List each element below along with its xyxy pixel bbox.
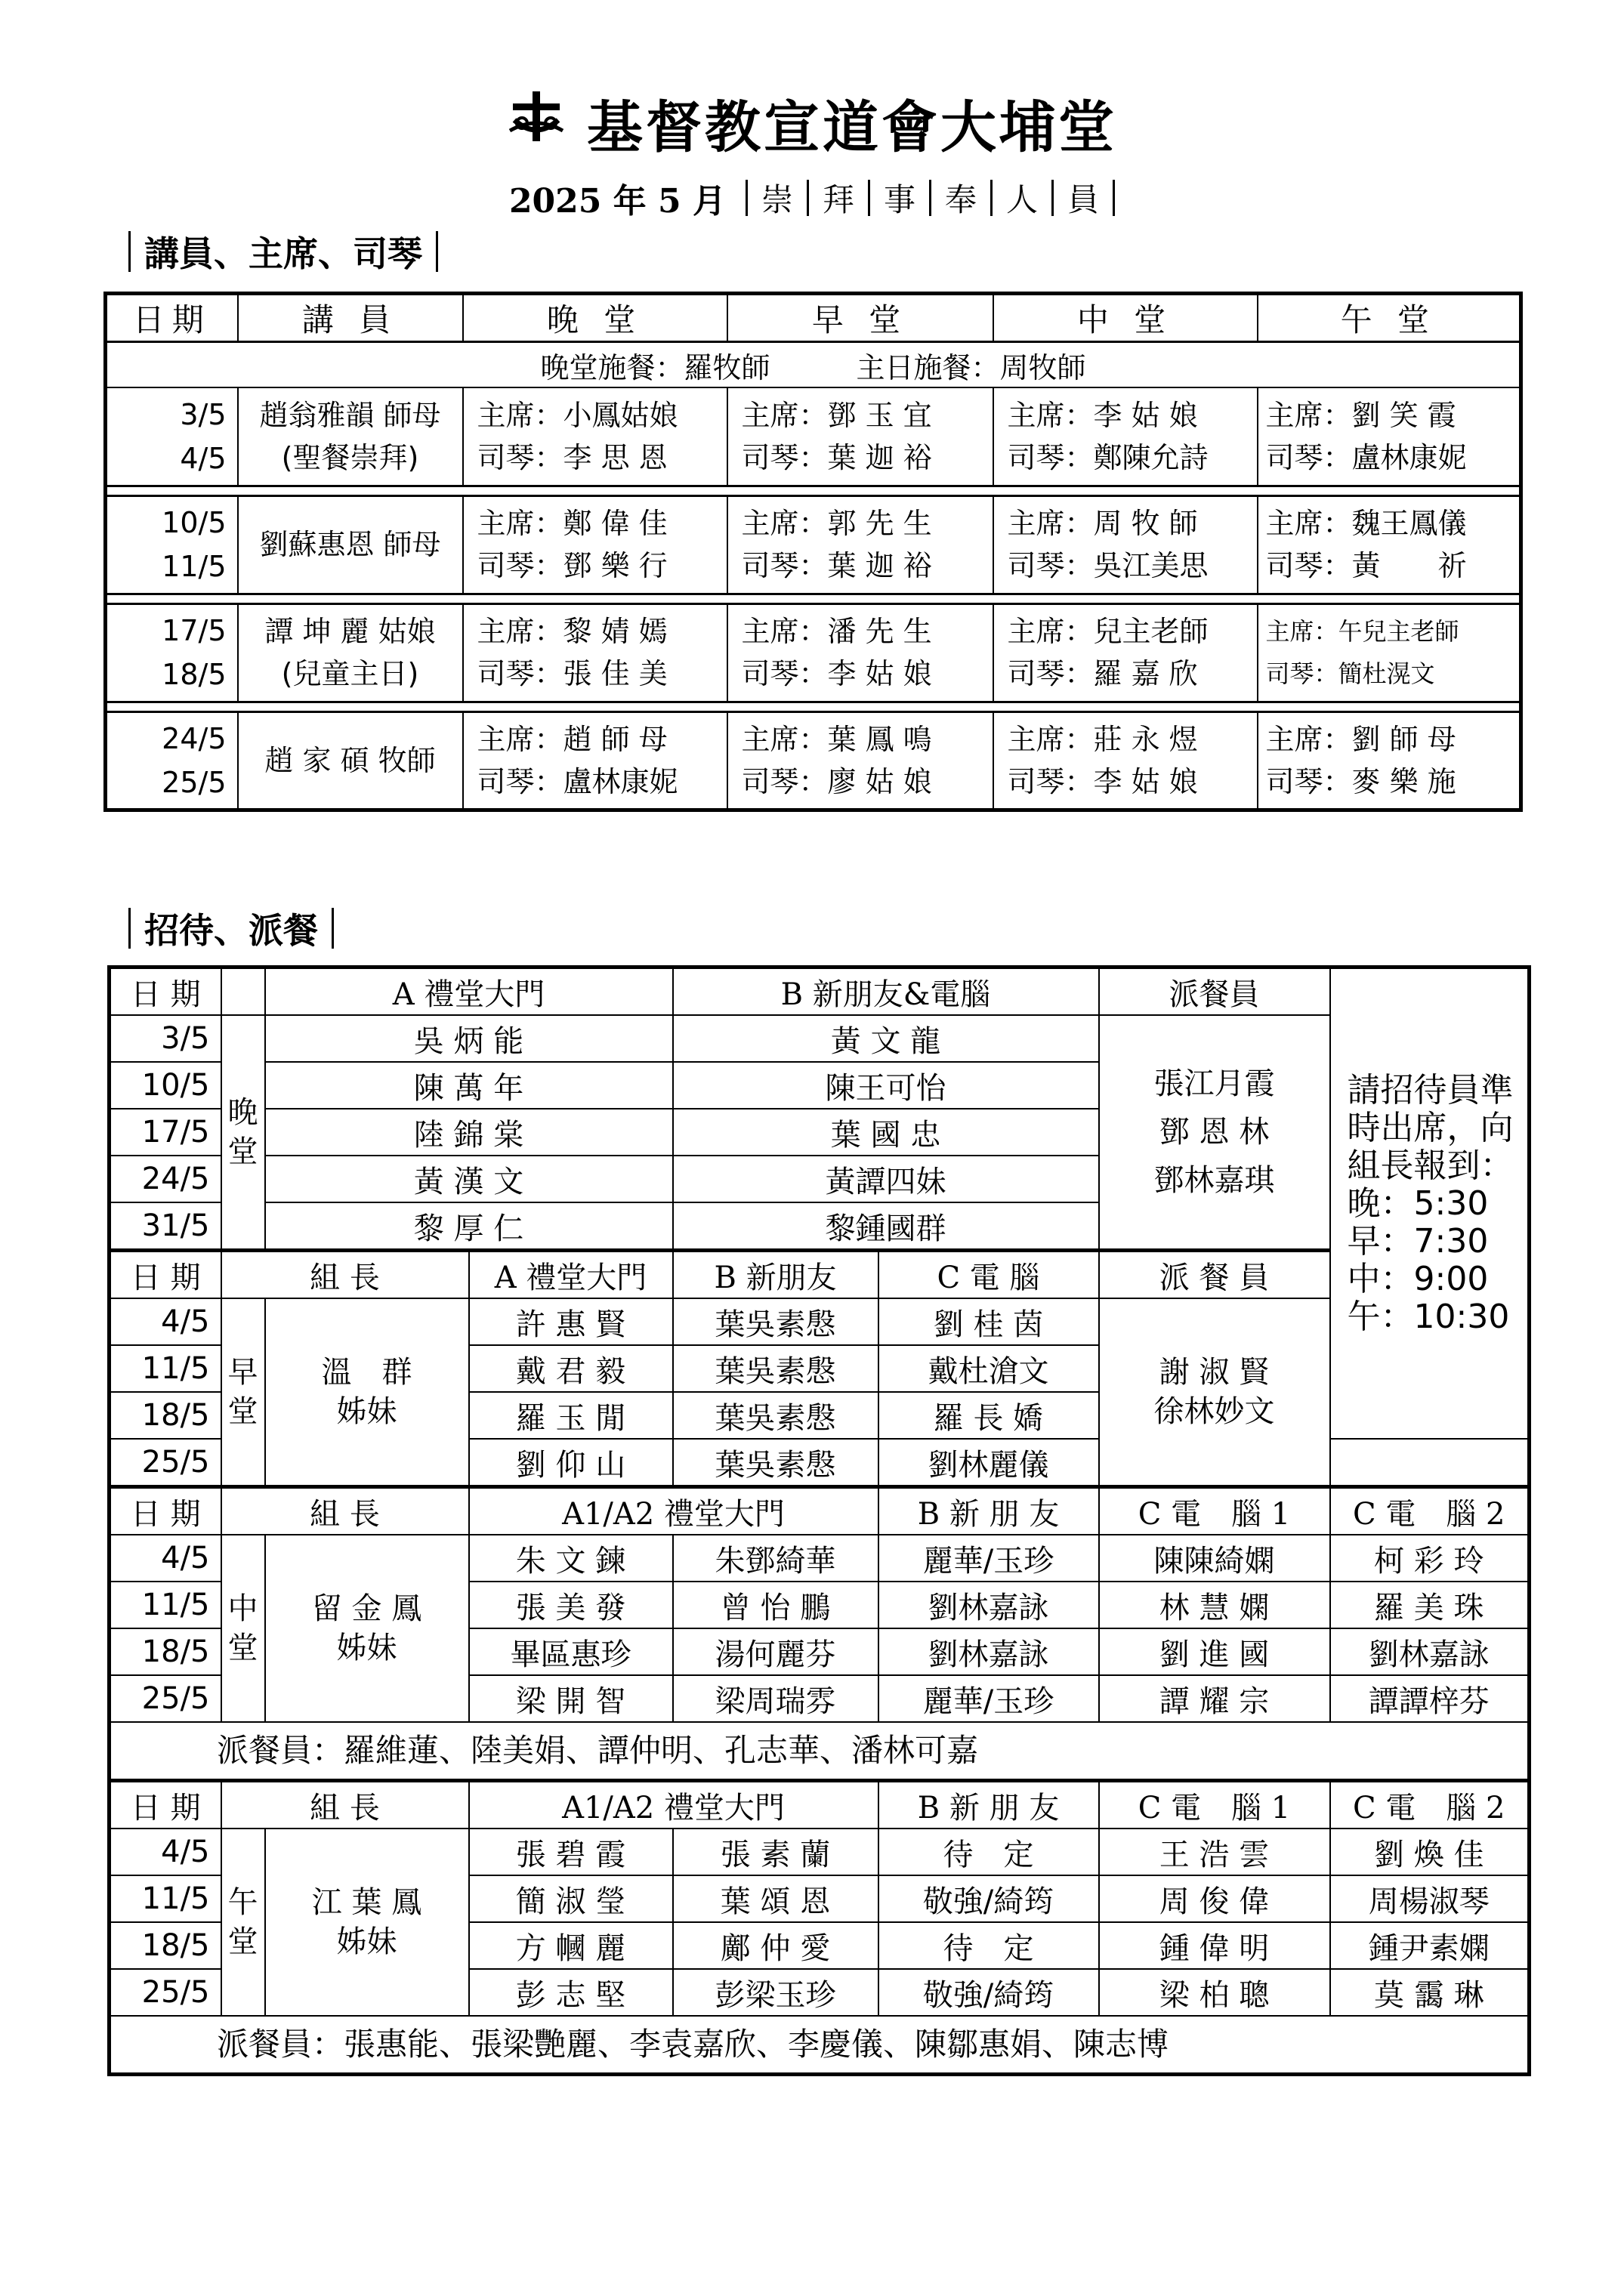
middle-cell: [993, 711, 1258, 810]
speaker-name: 趙翁雅韻 師母: [259, 398, 441, 432]
usher-b: 葉 國 忠: [673, 1109, 1099, 1156]
usher-c: 劉 桂 茵: [878, 1298, 1099, 1345]
date: 4/5: [110, 1535, 221, 1582]
date: 10/5: [162, 506, 227, 539]
service-char: 晚: [227, 1095, 258, 1130]
col-header: 日 期: [110, 968, 221, 1016]
date-cell: [106, 603, 238, 702]
pianist: 司琴：簡杜滉文: [1265, 659, 1435, 688]
service-char: 中: [227, 1591, 258, 1626]
gap-cell: [106, 594, 1521, 603]
col-header: A 禮堂大門: [469, 1251, 673, 1299]
table-row: [110, 1298, 1530, 1345]
usher-a2: 湯何麗芬: [673, 1628, 878, 1675]
separator: [868, 180, 870, 216]
church-logo-icon: [507, 90, 566, 156]
evening-cell: [463, 711, 727, 810]
row-gap: [106, 594, 1521, 603]
col-header: 組 長: [221, 1781, 469, 1829]
church-name: 基督教宣道會大埔堂: [587, 95, 1117, 160]
leader-title: 姊妹: [336, 1394, 397, 1429]
noon-cell: [1258, 495, 1521, 594]
subtitle: [0, 174, 1624, 222]
speaker-name: 劉蘇惠恩 師母: [259, 528, 441, 561]
col-header: C 電 腦 2: [1330, 1781, 1530, 1829]
leader-name: 留 金 鳳: [311, 1591, 422, 1626]
col-header: B 新朋友: [673, 1251, 878, 1299]
usher-a1: 畢區惠珍: [469, 1628, 673, 1675]
evening-cell: [463, 495, 727, 594]
chair: 主席：周 牧 師: [1007, 507, 1198, 540]
usher-c2: 劉 煥 佳: [1330, 1829, 1530, 1875]
group-leader: [265, 1535, 469, 1722]
usher-a1: 梁 開 智: [469, 1675, 673, 1722]
usher-a: 吳 炳 能: [265, 1015, 673, 1062]
col-header: 日期: [106, 294, 238, 342]
speaker-name: 譚 坤 麗 姑娘: [264, 615, 436, 648]
col-header: B 新 朋 友: [878, 1781, 1099, 1829]
subtitle-char: 事: [884, 181, 916, 218]
service-char: 堂: [227, 1134, 258, 1169]
usher-a: 黃 漢 文: [265, 1156, 673, 1202]
table-row: [106, 387, 1521, 486]
col-header: 日 期: [110, 1781, 221, 1829]
usher-a1: 簡 淑 瑩: [469, 1875, 673, 1922]
usher-c1: 陳陳綺嫻: [1099, 1535, 1330, 1582]
separator: [128, 908, 131, 949]
col-header: 早 堂: [727, 294, 993, 342]
gap-cell: [106, 702, 1521, 711]
chair: 主席：午兒主老師: [1265, 617, 1459, 646]
pianist: 司琴：葉 迦 裕: [741, 440, 932, 474]
date: 3/5: [180, 397, 227, 431]
evening-cell: [463, 387, 727, 486]
service-char: 堂: [227, 1394, 258, 1429]
meal-staff: 謝 淑 賢: [1159, 1355, 1270, 1390]
col-header: C 電 腦 2: [1330, 1487, 1530, 1535]
usher-a2: 張 素 蘭: [673, 1829, 878, 1875]
noon-header-row: [110, 1781, 1530, 1829]
noon-meal-row: [110, 2016, 1530, 2075]
col-header: C 電 腦 1: [1099, 1781, 1330, 1829]
table-header-row: [106, 294, 1521, 342]
usher-a1: 方 幗 麗: [469, 1922, 673, 1969]
usher-a2: 彭梁玉珍: [673, 1969, 878, 2016]
early-cell: [727, 603, 993, 702]
separator: [746, 180, 748, 216]
subtitle-char: 奉: [945, 181, 977, 218]
reminder-text: 請招待員準: [1347, 1070, 1514, 1109]
usher-b: 黎鍾國群: [673, 1202, 1099, 1251]
chair: 主席：小鳳姑娘: [477, 398, 678, 432]
chair: 主席：鄭 偉 佳: [477, 507, 668, 540]
date: 4/5: [110, 1298, 221, 1345]
meal-staff: 徐林妙文: [1153, 1394, 1275, 1429]
ushers-table: [107, 965, 1531, 2076]
pianist: 司琴：葉 迦 裕: [741, 549, 932, 582]
leader-name: 溫 群: [321, 1355, 412, 1390]
usher-c2: 羅 美 珠: [1330, 1582, 1530, 1628]
usher-a1: 張 碧 霞: [469, 1829, 673, 1875]
date: 11/5: [162, 550, 227, 583]
meal-staff-cell: [1099, 1015, 1330, 1251]
speaker-cell: [238, 711, 463, 810]
date: 17/5: [110, 1109, 221, 1156]
usher-a: 戴 君 毅: [469, 1345, 673, 1392]
table-row: [110, 1535, 1530, 1582]
usher-b: 敬強/綺筠: [878, 1969, 1099, 2016]
reminder-time: 晚：5:30: [1347, 1184, 1489, 1223]
usher-a2: 曾 怡 鵬: [673, 1582, 878, 1628]
meal-note-row: [106, 342, 1521, 388]
early-header-row: [110, 1251, 1530, 1299]
usher-c: 羅 長 嬌: [878, 1392, 1099, 1439]
pianist: 司琴：羅 嘉 欣: [1007, 657, 1198, 690]
middle-header-row: [110, 1487, 1530, 1535]
col-header: 講 員: [238, 294, 463, 342]
usher-b: 黃 文 龍: [673, 1015, 1099, 1062]
leader-name: 江 葉 鳳: [311, 1885, 422, 1920]
noon-cell: [1258, 387, 1521, 486]
col-header: 中 堂: [993, 294, 1258, 342]
speaker-cell: [238, 603, 463, 702]
date: 18/5: [110, 1922, 221, 1969]
usher-c1: 林 慧 嫻: [1099, 1582, 1330, 1628]
date: 25/5: [110, 1439, 221, 1487]
middle-cell: [993, 387, 1258, 486]
pianist: 司琴：黃 祈: [1265, 549, 1467, 582]
date: 25/5: [162, 765, 227, 799]
reminder-time: 中：9:00: [1347, 1259, 1489, 1298]
usher-b: 敬強/綺筠: [878, 1875, 1099, 1922]
service-label: [221, 1298, 265, 1487]
date: 18/5: [162, 658, 227, 691]
usher-c2: 鍾尹素嫻: [1330, 1922, 1530, 1969]
usher-b: 葉吳素慇: [673, 1439, 878, 1487]
date: 11/5: [110, 1582, 221, 1628]
pianist: 司琴：李 姑 娘: [1007, 764, 1198, 798]
separator: [1113, 180, 1115, 216]
subtitle-char: 崇: [761, 181, 793, 218]
meal-staff: 鄧 恩 林: [1159, 1115, 1270, 1150]
col-header: 午 堂: [1258, 294, 1521, 342]
service-char: 午: [227, 1885, 258, 1920]
chair: 主席：劉 師 母: [1265, 722, 1456, 756]
usher-a1: 張 美 發: [469, 1582, 673, 1628]
early-cell: [727, 711, 993, 810]
subtitle-char: 人: [1006, 181, 1039, 218]
service-char: 堂: [227, 1631, 258, 1665]
chair: 主席：李 姑 娘: [1007, 398, 1198, 432]
date: 3/5: [110, 1015, 221, 1062]
pianist: 司琴：鄭陳允詩: [1007, 440, 1209, 474]
gap-cell: [106, 486, 1521, 495]
usher-c1: 周 俊 偉: [1099, 1875, 1330, 1922]
reminder-text: 時出席，向: [1347, 1108, 1514, 1147]
date: 24/5: [162, 721, 227, 755]
pianist: 司琴：麥 樂 施: [1265, 764, 1456, 798]
usher-a2: 葉 頌 恩: [673, 1875, 878, 1922]
col-header: 派 餐 員: [1099, 1251, 1330, 1299]
table-row: [106, 711, 1521, 810]
usher-a2: 鄺 仲 愛: [673, 1922, 878, 1969]
usher-b: 麗華/玉珍: [878, 1535, 1099, 1582]
speaker-cell: [238, 387, 463, 486]
section2-title-text: 招待、派餐: [144, 910, 318, 951]
service-label: [221, 1535, 265, 1722]
usher-b: 葉吳素慇: [673, 1392, 878, 1439]
table-row: [106, 495, 1521, 594]
usher-b: 葉吳素慇: [673, 1298, 878, 1345]
separator: [128, 231, 131, 272]
service-char: 堂: [227, 1924, 258, 1959]
usher-c2: 周楊淑琴: [1330, 1875, 1530, 1922]
chair: 主席：郭 先 生: [741, 507, 932, 540]
usher-c2: 劉林嘉詠: [1330, 1628, 1530, 1675]
col-header: 組 長: [221, 1251, 469, 1299]
usher-c1: 梁 柏 聰: [1099, 1969, 1330, 2016]
usher-a1: 朱 文 鍊: [469, 1535, 673, 1582]
section1-title: [128, 227, 438, 276]
usher-c1: 鍾 偉 明: [1099, 1922, 1330, 1969]
meal-staff-cell: [1099, 1298, 1330, 1487]
usher-a1: 彭 志 堅: [469, 1969, 673, 2016]
group-leader: [265, 1298, 469, 1487]
chair: 主席：葉 鳳 鳴: [741, 722, 932, 756]
usher-a: 黎 厚 仁: [265, 1202, 673, 1251]
speaker-note: (兒童主日): [281, 657, 419, 690]
usher-b: 麗華/玉珍: [878, 1675, 1099, 1722]
col-header: C 電 腦: [878, 1251, 1099, 1299]
usher-c: 戴杜滄文: [878, 1345, 1099, 1392]
usher-b: 黃譚四妹: [673, 1156, 1099, 1202]
meal-staff: 張江月霞: [1153, 1066, 1275, 1101]
row-gap: [106, 702, 1521, 711]
middle-cell: [993, 495, 1258, 594]
date: 25/5: [110, 1969, 221, 2016]
usher-a2: 梁周瑞雰: [673, 1675, 878, 1722]
table-row: [110, 1015, 1530, 1062]
reminder-time: 早：7:30: [1347, 1221, 1489, 1261]
col-header: A1/A2 禮堂大門: [469, 1781, 878, 1829]
noon-cell: [1258, 711, 1521, 810]
speaker-name: 趙 家 碩 牧師: [264, 743, 436, 777]
pianist: 司琴：鄧 樂 行: [477, 549, 668, 582]
col-header: 派餐員: [1099, 968, 1330, 1016]
leader-title: 姊妹: [336, 1924, 397, 1959]
date: 11/5: [110, 1875, 221, 1922]
date-cell: [106, 495, 238, 594]
date: 4/5: [180, 441, 227, 475]
pianist: 司琴：盧林康妮: [1265, 440, 1467, 474]
col-header: 組 長: [221, 1487, 469, 1535]
section1-title-text: 講員、主席、司琴: [144, 233, 422, 274]
pianist: 司琴：張 佳 美: [477, 657, 668, 690]
chair: 主席：兒主老師: [1007, 615, 1209, 648]
leader-title: 姊妹: [336, 1631, 397, 1665]
middle-meal-row: [110, 1722, 1530, 1781]
service-label: [221, 1829, 265, 2016]
date: 31/5: [110, 1202, 221, 1251]
usher-c1: 劉 進 國: [1099, 1628, 1330, 1675]
usher-a: 陸 錦 棠: [265, 1109, 673, 1156]
chair: 主席：魏王鳳儀: [1265, 507, 1467, 540]
date: 10/5: [110, 1062, 221, 1109]
speaker-cell: [238, 495, 463, 594]
col-header: B 新 朋 友: [878, 1487, 1099, 1535]
usher-c2: 莫 靄 琳: [1330, 1969, 1530, 2016]
speakers-table: [103, 292, 1523, 812]
service-label: [221, 1015, 265, 1251]
col-header: A1/A2 禮堂大門: [469, 1487, 878, 1535]
group-leader: [265, 1829, 469, 2016]
chair: 主席：潘 先 生: [741, 615, 932, 648]
usher-c1: 譚 耀 宗: [1099, 1675, 1330, 1722]
col-header: 日 期: [110, 1487, 221, 1535]
col-header: A 禮堂大門: [265, 968, 673, 1016]
date: 25/5: [110, 1675, 221, 1722]
usher-a: 劉 仰 山: [469, 1439, 673, 1487]
separator: [436, 231, 438, 272]
chair: 主席：劉 笑 霞: [1265, 398, 1456, 432]
separator: [990, 180, 993, 216]
table-row: [106, 603, 1521, 702]
chair: 主席：趙 師 母: [477, 722, 668, 756]
chair: 主席：鄧 玉 宜: [741, 398, 932, 432]
early-cell: [727, 387, 993, 486]
date: 4/5: [110, 1829, 221, 1875]
pianist: 司琴：吳江美思: [1007, 549, 1209, 582]
usher-c2: 柯 彩 玲: [1330, 1535, 1530, 1582]
usher-b: 葉吳素慇: [673, 1345, 878, 1392]
date: 11/5: [110, 1345, 221, 1392]
usher-b: 劉林嘉詠: [878, 1628, 1099, 1675]
usher-c2: 譚譚梓芬: [1330, 1675, 1530, 1722]
evening-header-row: [110, 968, 1530, 1016]
separator: [332, 908, 334, 949]
usher-b: 待 定: [878, 1922, 1099, 1969]
meal-staff: 鄧林嘉琪: [1153, 1163, 1275, 1198]
usher-a2: 朱鄧綺華: [673, 1535, 878, 1582]
separator: [807, 180, 809, 216]
church-title: [507, 83, 1117, 163]
usher-b: 劉林嘉詠: [878, 1582, 1099, 1628]
meal-note: 晚堂施餐：羅牧師 主日施餐：周牧師: [106, 342, 1521, 388]
date: 18/5: [110, 1628, 221, 1675]
usher-c1: 王 浩 雲: [1099, 1829, 1330, 1875]
subtitle-char: 員: [1067, 181, 1100, 218]
usher-b: 待 定: [878, 1829, 1099, 1875]
col-header: 日 期: [110, 1251, 221, 1299]
chair: 主席：莊 永 煜: [1007, 722, 1198, 756]
col-header: B 新朋友&電腦: [673, 968, 1099, 1016]
date-cell: [106, 711, 238, 810]
noon-cell: [1258, 603, 1521, 702]
col-header: C 電 腦 1: [1099, 1487, 1330, 1535]
meal-note: 派餐員：張惠能、張梁艷麗、李袁嘉欣、李慶儀、陳鄒惠娟、陳志博: [110, 2016, 1530, 2075]
reminder-time: 午：10:30: [1347, 1297, 1510, 1336]
table-row: [110, 1829, 1530, 1875]
blank-header: [221, 968, 265, 1016]
meal-note: 派餐員：羅維蓮、陸美娟、譚仲明、孔志華、潘林可嘉: [110, 1722, 1530, 1781]
usher-c: 劉林麗儀: [878, 1439, 1099, 1487]
subtitle-char: 拜: [822, 181, 854, 218]
usher-a: 許 惠 賢: [469, 1298, 673, 1345]
evening-cell: [463, 603, 727, 702]
pianist: 司琴：廖 姑 娘: [741, 764, 932, 798]
section2-title: [128, 903, 334, 953]
date: 17/5: [162, 614, 227, 647]
col-header: 晚 堂: [463, 294, 727, 342]
date: 24/5: [110, 1156, 221, 1202]
year-month: 2025 年 5 月: [508, 182, 726, 221]
pianist: 司琴：李 思 恩: [477, 440, 668, 474]
reminder-text: 組長報到：: [1347, 1146, 1514, 1185]
pianist: 司琴：李 姑 娘: [741, 657, 932, 690]
usher-b: 陳王可怡: [673, 1062, 1099, 1109]
service-char: 早: [227, 1355, 258, 1390]
pianist: 司琴：盧林康妮: [477, 764, 678, 798]
page-header: [0, 83, 1624, 222]
chair: 主席：黎 婧 嫣: [477, 615, 668, 648]
row-gap: [106, 486, 1521, 495]
usher-a: 羅 玉 閒: [469, 1392, 673, 1439]
reminder-cell: [1330, 968, 1530, 1440]
speaker-note: (聖餐崇拜): [281, 440, 419, 474]
separator: [929, 180, 931, 216]
usher-a: 陳 萬 年: [265, 1062, 673, 1109]
early-cell: [727, 495, 993, 594]
date-cell: [106, 387, 238, 486]
middle-cell: [993, 603, 1258, 702]
separator: [1051, 180, 1054, 216]
date: 18/5: [110, 1392, 221, 1439]
